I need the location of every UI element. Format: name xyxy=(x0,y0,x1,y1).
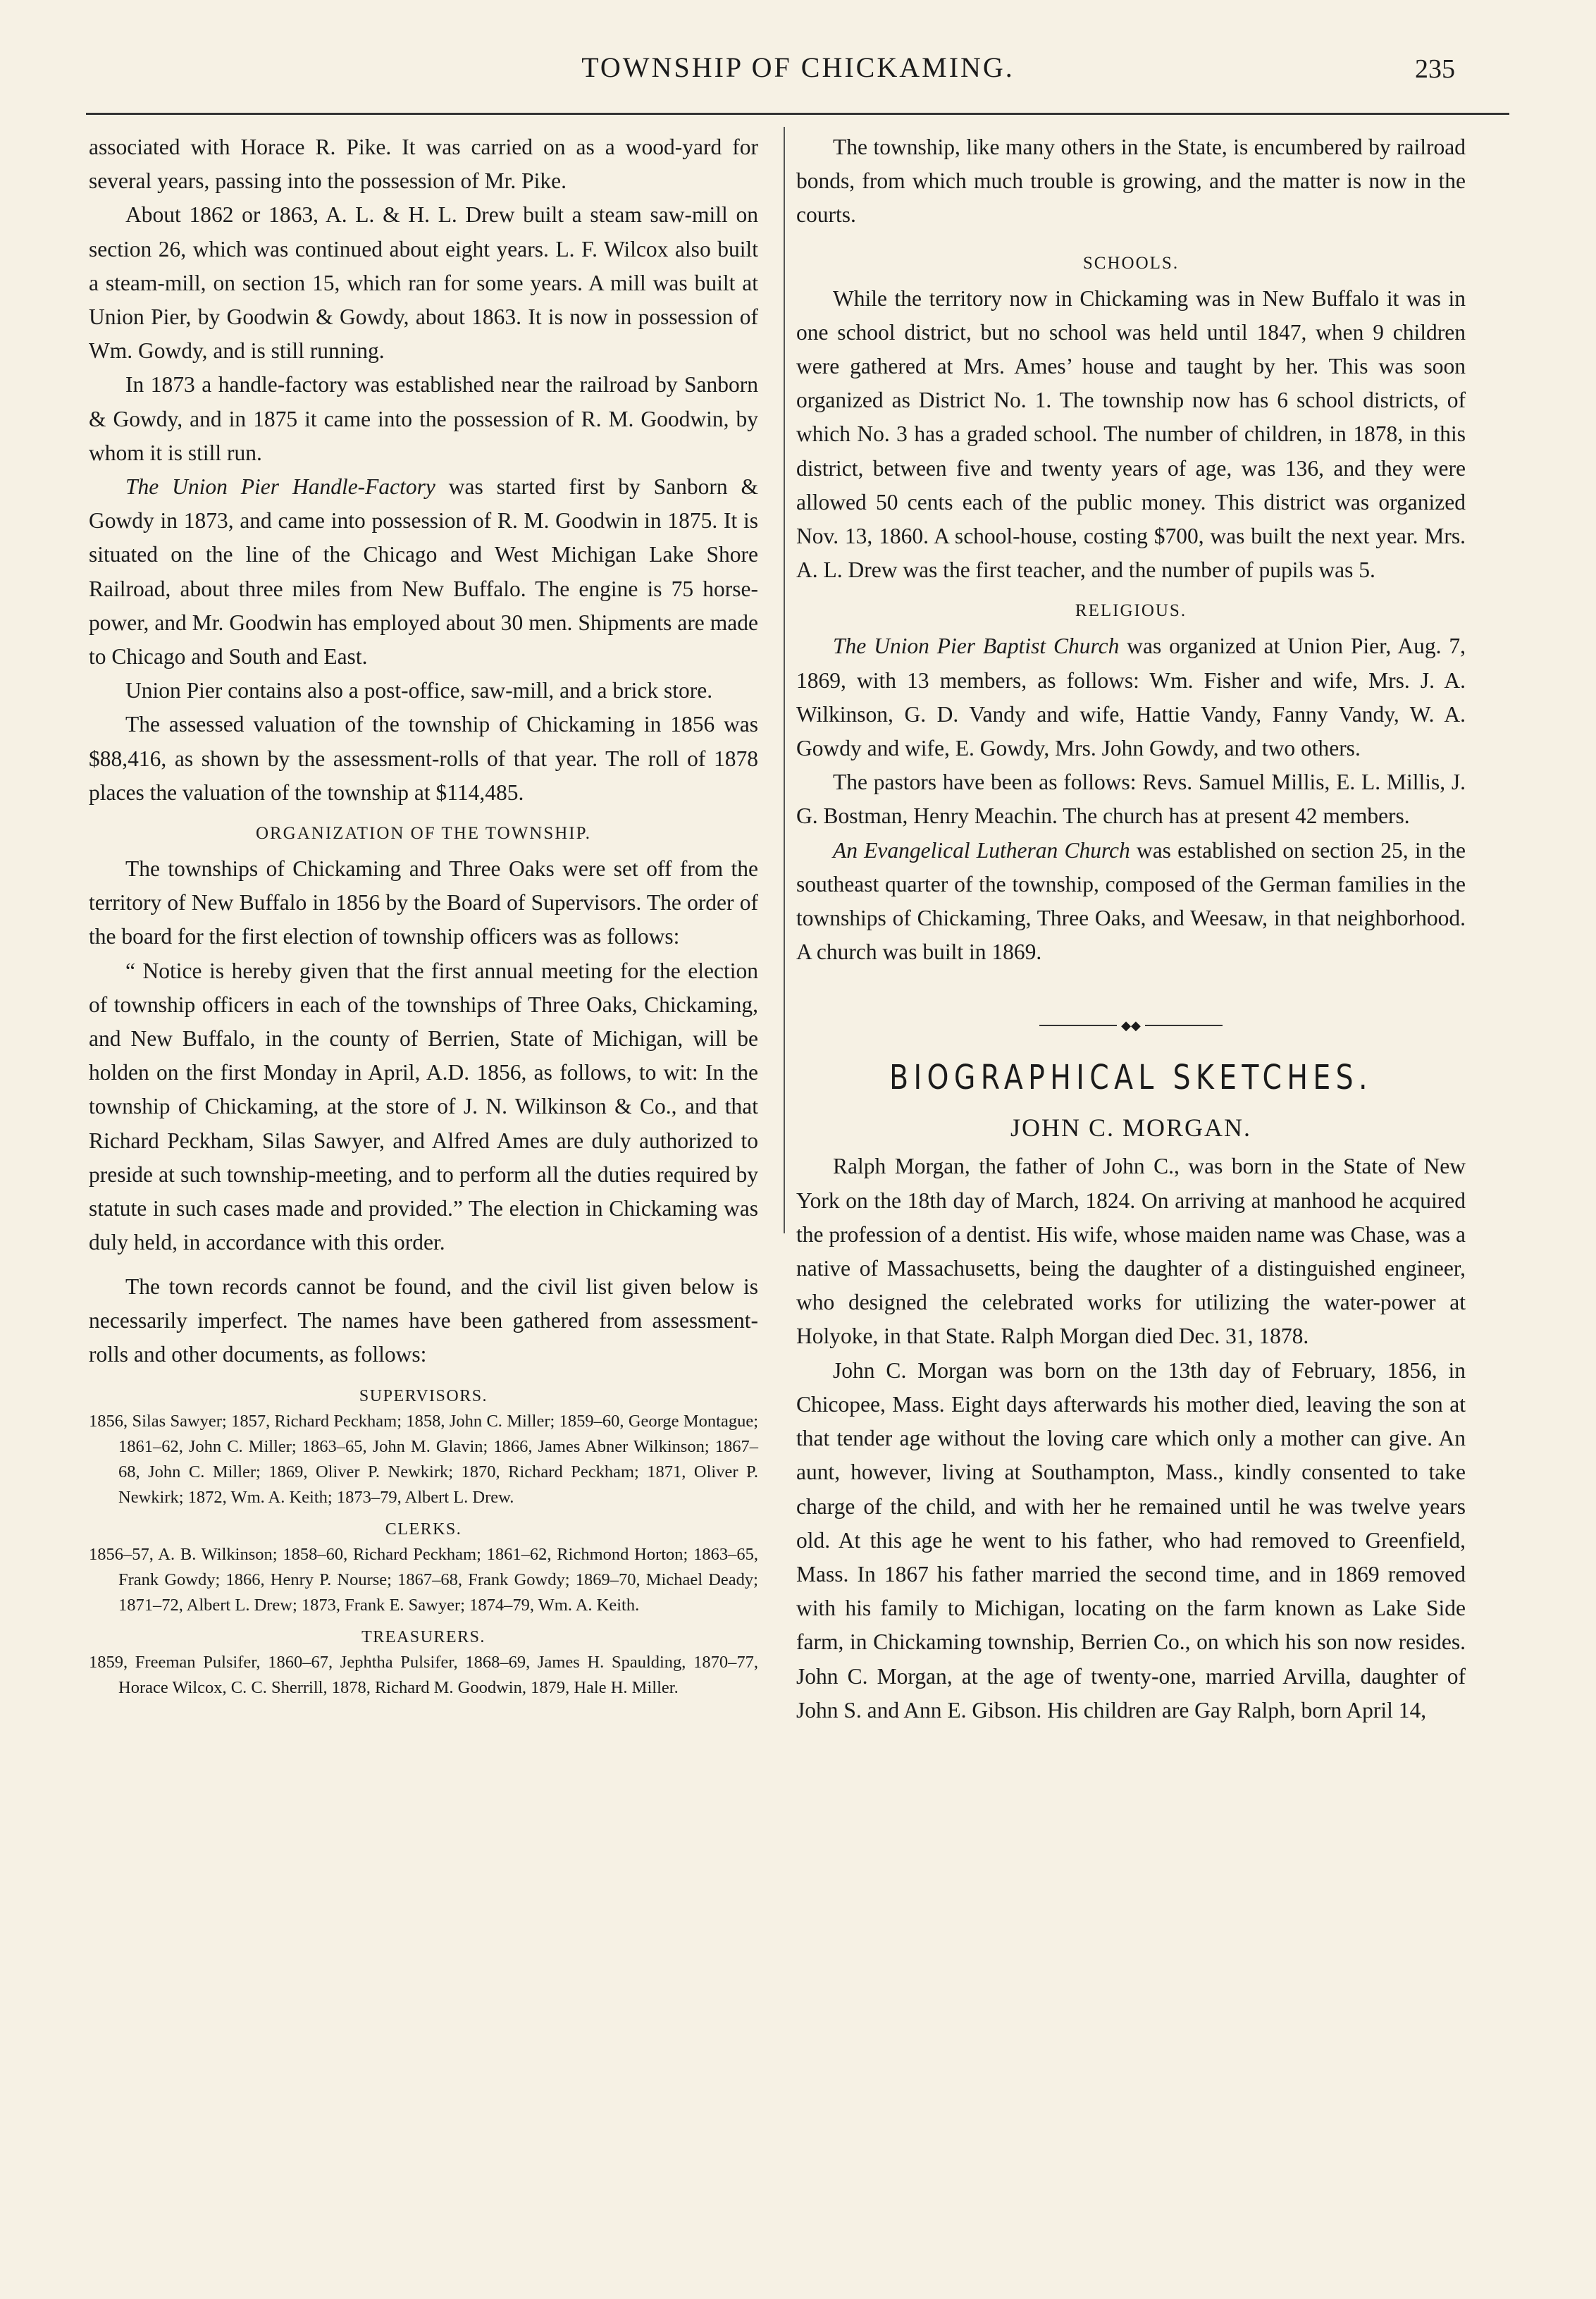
page-number: 235 xyxy=(1415,54,1455,84)
paragraph: While the territory now in Chickaming was in New Buffalo it was in one school district, but no school was held until 1847, when 9 children were gathered at Mrs. Ames’ house and taught by her. This was soon organized as District No. 1. The township now has 6 school districts, of which No. 3 has a graded school. The number of children, in 1878, in this district, between five and twenty years of age, was 136, and they were allowed 50 cents each of the public money. This district was organized Nov. 13, 1860. A school-house, costing $700, was built the next year. Mrs. A. L. Drew was the first teacher, and the number of pupils was 5. xyxy=(796,285,1466,583)
treasurers-heading: TREASURERS. xyxy=(361,1628,485,1647)
ornament-divider xyxy=(1039,1018,1223,1033)
paragraph: “ Notice is hereby given that the first annual meeting for the election of township officers in each of the townships of Three Oaks, Chickaming, and New Buffalo, in the county of Berrien, State of Michigan, will be holden on the first Monday in April, A.D. 1856, as follows, to wit: In the township of Chickaming, at the store of J. N. Wilkinson & Co., and that Richard Peckham, Silas Sawyer, and Alfred Ames are duly authorized to preside at such township-meeting, and to perform all the duties required by statute in such cases made and provided.” The election in Chickaming was duly held, in accordance with this order. xyxy=(89,958,758,1255)
ornament-line xyxy=(1145,1025,1223,1026)
supervisors-list: 1856, Silas Sawyer; 1857, Richard Peckham; 1858, John C. Miller; 1859–60, George Montague; 1861–62, John C. Miller; 1863–65, John M. Glavin; 1866, James Abner Wilkinson; 1867–68, John C. Miller; 1869, Oliver P. Newkirk; 1870, Richard Peckham; 1871, Oliver P. Newkirk; 1872, Wm. A. Keith; 1873–79, Albert L. Drew. xyxy=(89,1412,758,1508)
left-column xyxy=(89,130,758,1701)
paragraph: Union Pier contains also a post-office, saw-mill, and a brick store. xyxy=(125,678,713,703)
clerks-heading: CLERKS. xyxy=(385,1520,462,1539)
page-header xyxy=(0,51,1596,93)
running-title: TOWNSHIP OF CHICKAMING. xyxy=(581,51,1015,83)
header-rule xyxy=(86,113,1509,115)
paragraph: About 1862 or 1863, A. L. & H. L. Drew built a steam saw-mill on section 26, which was continued about eight years. L. F. Wilcox also built a steam-mill, on section 15, which ran for some years. A mill was built at Union Pier, by Goodwin & Gowdy, about 1863. It is now in possession of Wm. Gowdy, and is still running. xyxy=(89,202,758,364)
section-heading-schools: SCHOOLS. xyxy=(1082,253,1180,273)
paragraph xyxy=(796,834,1466,970)
paragraph: associated with Horace R. Pike. It was carried on as a wood-yard for several years, passing into the possession of Mr. Pike. xyxy=(89,135,758,194)
section-heading-organization: ORGANIZATION OF THE TOWNSHIP. xyxy=(255,824,592,844)
paragraph: The assessed valuation of the township of Chickaming in 1856 was $88,416, as shown by the assessment-rolls of that year. The roll of 1878 places the valuation of the township at $114,485. xyxy=(89,712,758,805)
treasurers-list: 1859, Freeman Pulsifer, 1860–67, Jephtha Pulsifer, 1868–69, James H. Spaulding, 1870–77, Horace Wilcox, C. C. Sherrill, 1878, Richard M. Goodwin, 1879, Hale H. Miller. xyxy=(89,1653,758,1698)
italic-title: The Union Pier Handle-Factory xyxy=(125,474,435,500)
right-column xyxy=(796,130,1466,1727)
italic-title: The Union Pier Baptist Church xyxy=(833,634,1120,659)
ornament-icon: ◆◆ xyxy=(1121,1018,1141,1033)
clerks-list: 1856–57, A. B. Wilkinson; 1858–60, Richard Peckham; 1861–62, Richmond Horton; 1863–65, Frank Gowdy; 1866, Henry P. Nourse; 1867–68, Frank Gowdy; 1869–70, Michael Deady; 1871–72, Albert L. Drew; 1873, Frank E. Sawyer; 1874–79, Wm. A. Keith. xyxy=(89,1545,758,1615)
paragraph: John C. Morgan was born on the 13th day of February, 1856, in Chicopee, Mass. Eight days afterwards his mother died, leaving the son at that tender age without the loving care which only a mother can give. An aunt, however, living at Southampton, Mass., kindly consented to take charge of the child, and with her he remained until he was twelve years old. At this age he went to his father, who had removed to Greenfield, Mass. In 1867 his father married the second time, and in 1869 removed with his family to Michigan, locating on the farm known as Lake Side farm, in Chickaming township, Berrien Co., on which his son now resides. John C. Morgan, at the age of twenty-one, married Arvilla, daughter of John S. and Ann E. Gibson. His children are Gay Ralph, born April 14, xyxy=(796,1357,1466,1722)
paragraph: The town records cannot be found, and the civil list given below is necessarily imperfect. The names have been gathered from assessment-rolls and other documents, as follows: xyxy=(89,1274,758,1367)
paragraph-text: was established on section 25, in the southeast quarter of the township, composed of the German families in the townships of Chickaming, Three Oaks, and Weesaw, in that neighborhood. A church was built in 1869. xyxy=(796,837,1466,965)
paragraph-text: was started first by Sanborn & Gowdy in 1873, and came into possession of R. M. Goodwin in 1875. It is situated on the line of the Chicago and West Michigan Lake Shore Railroad, about three miles from New Buffalo. The engine is 75 horse-power, and Mr. Goodwin has employed about 30 men. Shipments are made to Chicago and South and East. xyxy=(89,474,759,670)
supervisors-heading: SUPERVISORS. xyxy=(359,1387,488,1406)
paragraph: Ralph Morgan, the father of John C., was born in the State of New York on the 18th day of March, 1824. On arriving at manhood he acquired the profession of a dentist. His wife, whose maiden name was Chase, was a native of Massachusetts, being the daughter of a distinguished engineer, who designed the celebrated works for utilizing the water-power at Holyoke, in that State. Ralph Morgan died Dec. 31, 1878. xyxy=(796,1154,1466,1349)
italic-title: An Evangelical Lutheran Church xyxy=(833,837,1130,863)
paragraph: In 1873 a handle-factory was established near the railroad by Sanborn & Gowdy, and in 1875 it came into the possession of R. M. Goodwin, by whom it is still run. xyxy=(89,372,758,465)
section-heading-religious: RELIGIOUS. xyxy=(1075,601,1187,621)
biography-name-heading: JOHN C. MORGAN. xyxy=(1010,1114,1252,1142)
paragraph-text: was organized at Union Pier, Aug. 7, 1869, with 13 members, as follows: Wm. Fisher and wife, Mrs. J. A. Wilkinson, G. D. Vandy and wife, Hattie Vandy, Fanny Vandy, W. A. Gowdy and wife, E. Gowdy, Mrs. John Gowdy, and two others. xyxy=(796,634,1466,761)
paragraph xyxy=(89,470,758,674)
paragraph xyxy=(796,629,1466,765)
column-divider xyxy=(784,127,785,1233)
paragraph: The townships of Chickaming and Three Oaks were set off from the territory of New Buffalo in 1856 by the Board of Supervisors. The order of the board for the first election of township officers was as follows: xyxy=(89,856,758,949)
biographical-sketches-heading: BIOGRAPHICAL SKETCHES. xyxy=(889,1058,1373,1098)
paragraph: The township, like many others in the State, is encumbered by railroad bonds, from which much trouble is growing, and the matter is now in the courts. xyxy=(796,135,1466,228)
paragraph: The pastors have been as follows: Revs. Samuel Millis, E. L. Millis, J. G. Bostman, Henry Meachin. The church has at present 42 members. xyxy=(796,770,1466,829)
ornament-line xyxy=(1039,1025,1117,1026)
